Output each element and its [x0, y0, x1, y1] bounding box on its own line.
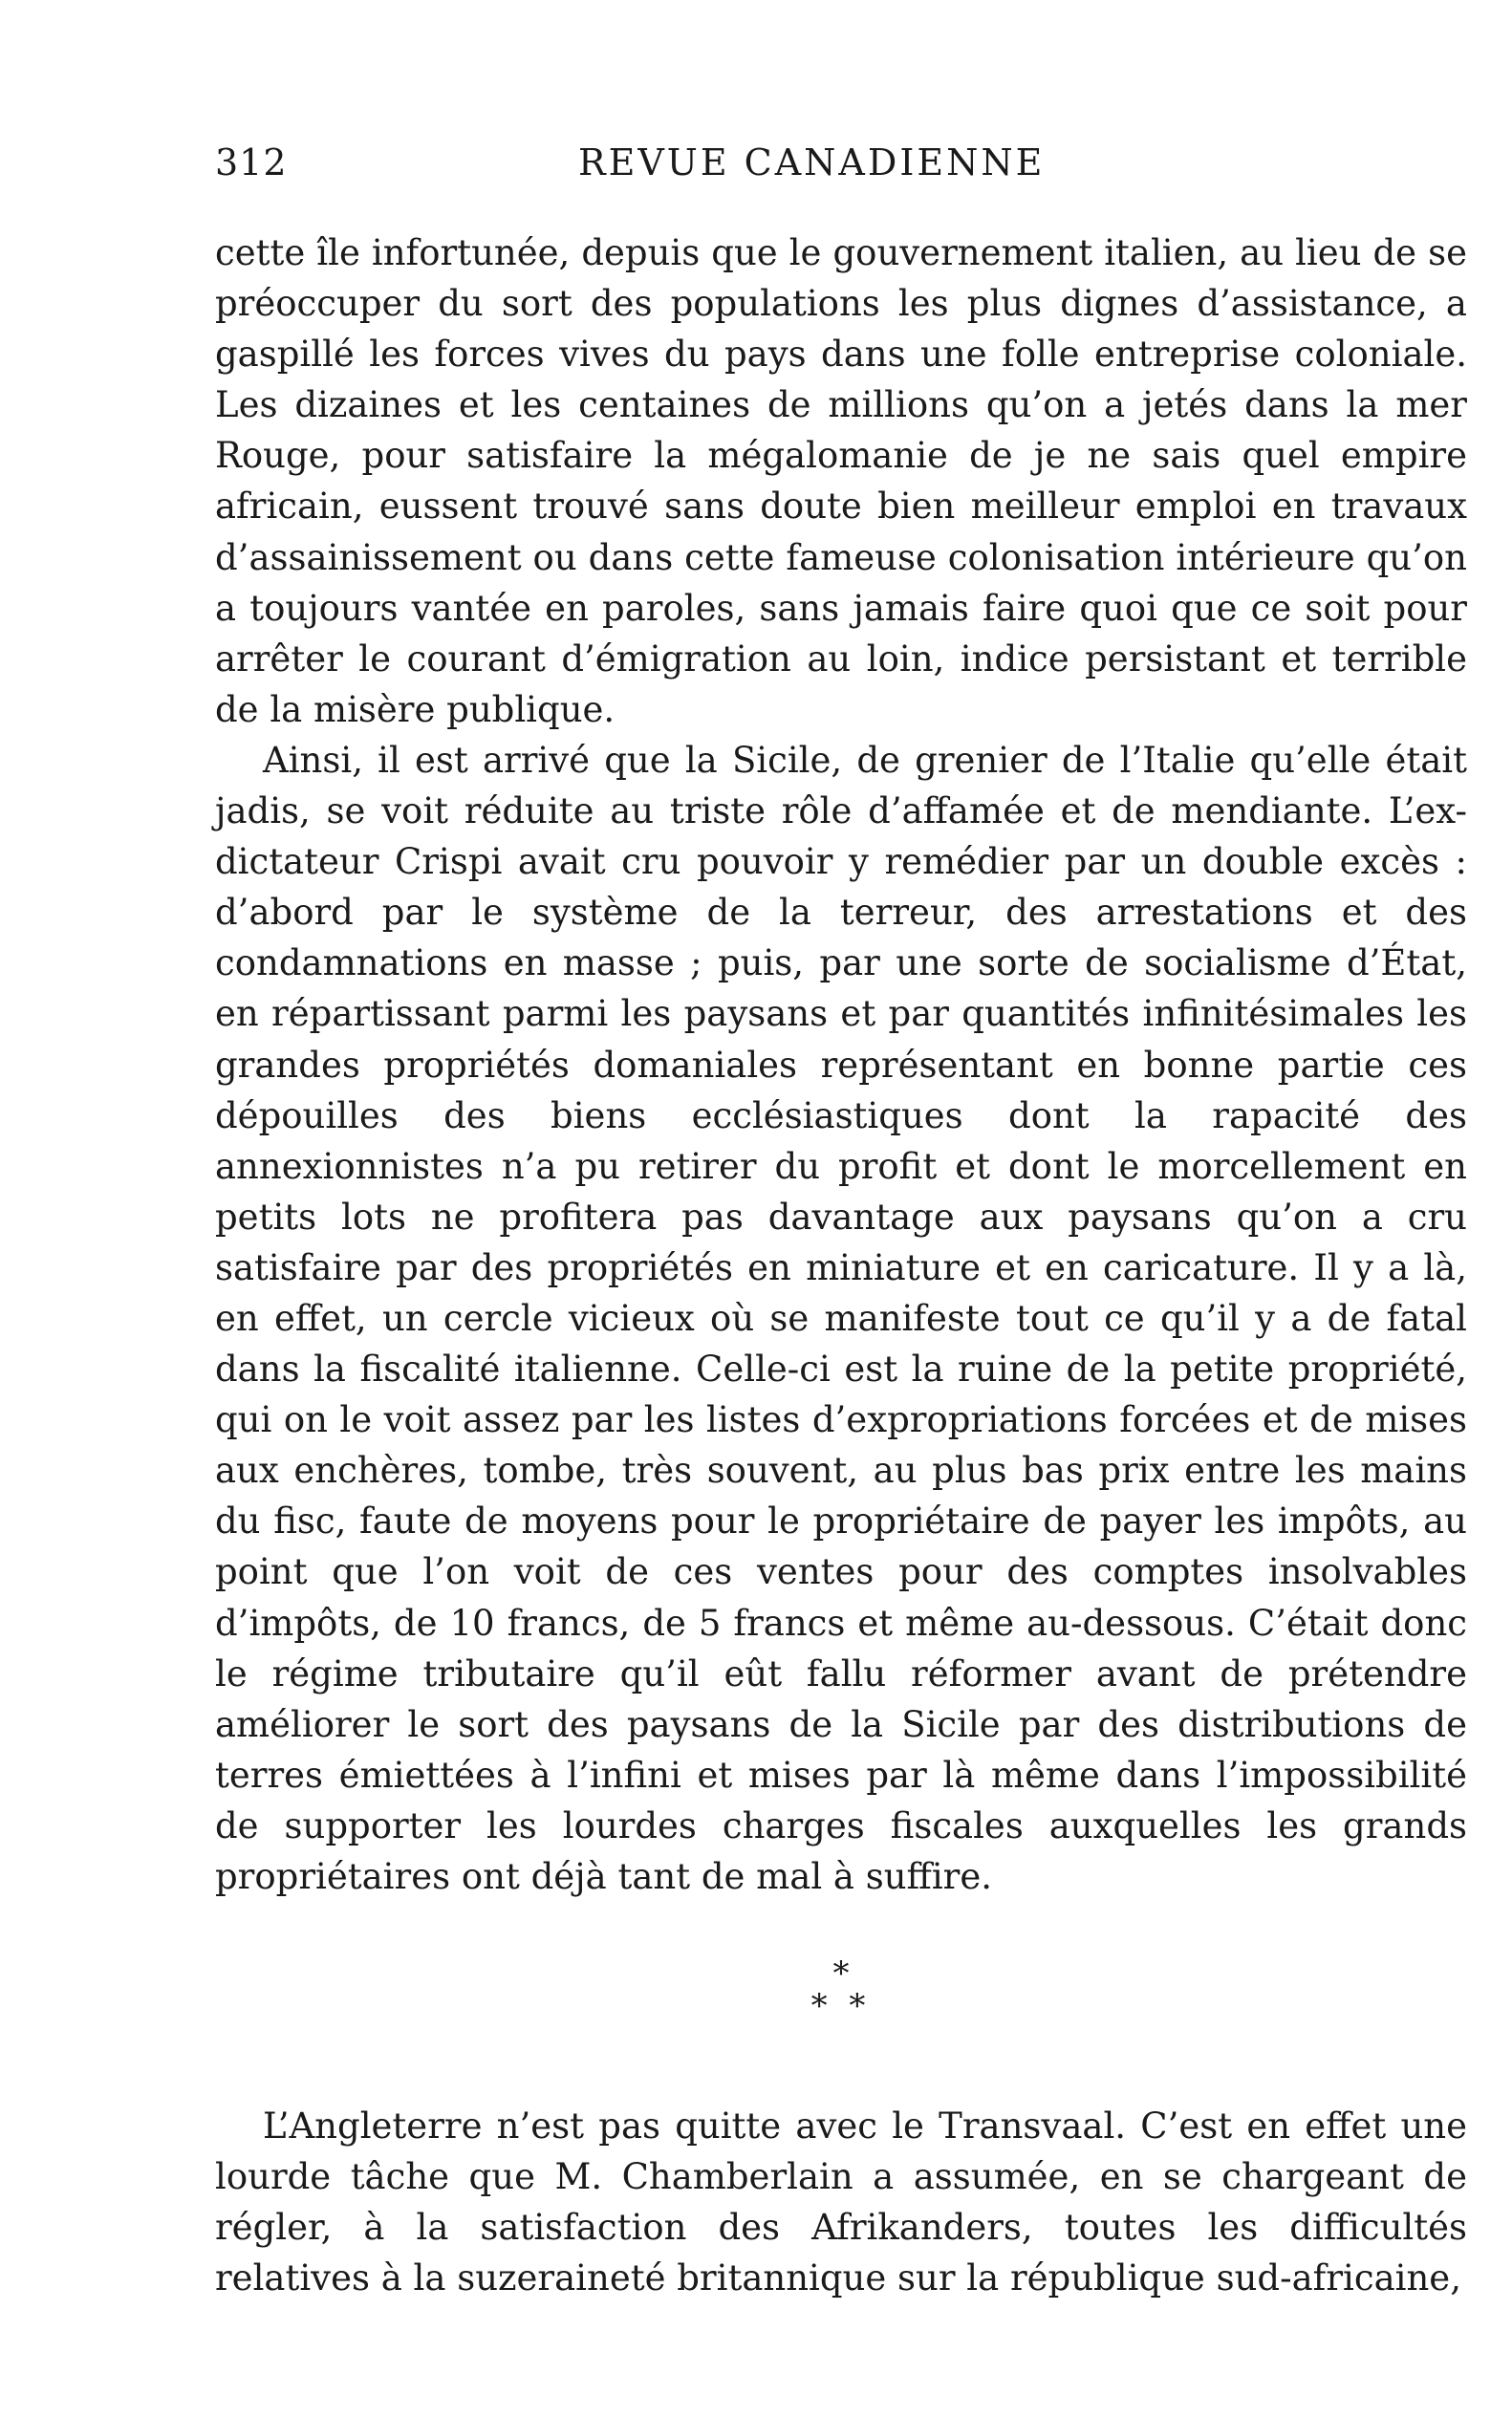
- paragraph-3: L’Angleterre n’est pas quitte avec le Transvaal. C’est en effet une lourde tâche que M. Chamberlain a assumée, en se chargeant de régler, à la satisfaction des Afrikanders, toutes les difficultés relatives à la suzeraineté britannique sur la république sud-africaine,: [215, 2105, 1467, 2299]
- paragraph-1: cette île infortunée, depuis que le gouvernement italien, au lieu de se préoccuper du sort des populations les plus dignes d’assistance, a gaspillé les forces vives du pays dans une folle entreprise coloniale. Les dizaines et les centaines de millions qu’on a jetés dans la mer Rouge, pour satisfaire la mégalomanie de je ne sais quel empire africain, eussent trouvé sans doute bien meilleur emploi en travaux d’assainissement ou dans cette fameuse colonisation intérieure qu’on a toujours vantée en paroles, sans jamais faire quoi que ce soit pour arrêter le courant d’émigration au loin, indice persistant et terrible de la misère publique.: [215, 232, 1467, 730]
- running-head: REVUE CANADIENNE: [578, 141, 1046, 184]
- paragraph-2: Ainsi, il est arrivé que la Sicile, de grenier de l’Italie qu’elle était jadis, se voit réduite au triste rôle d’affamée et de mendiante. L’ex-dictateur Crispi avait cru pouvoir y remédier par un double excès : d’abord par le système de la terreur, des arrestations et des condamnations en masse ; puis, par une sorte de socialisme d’État, en répartissant parmi les paysans et par quantités infinitésimales les grandes propriétés domaniales représentant en bonne partie ces dépouilles des biens ecclésiastiques dont la rapacité des annexionnistes n’a pu retirer du profit et dont le morcellement en petits lots ne profitera pas davantage aux paysans qu’on a cru satisfaire par des propriétés en miniature et en caricature. Il y a là, en effet, un cercle vicieux où se manifeste tout ce qu’il y a de fatal dans la fiscalité italienne. Celle-ci est la ruine de la petite propriété, qui on le voit assez par les listes d’expropriations forcées et de mises aux enchères, tombe, très souvent, au plus bas prix entre les mains du fisc, faute de moyens pour le propriétaire de payer les impôts, au point que l’on voit de ces ventes pour des comptes insolvables d’impôts, de 10 francs, de 5 francs et même au-dessous. C’était donc le régime tributaire qu’il eût fallu réformer avant de prétendre améliorer le sort des paysans de la Sicile par des distributions de terres émiettées à l’infini et mises par là même dans l’impossibilité de supporter les lourdes charges fiscales auxquelles les grands propriétaires ont déjà tant de mal à suffire.: [215, 739, 1467, 1897]
- page-header: [215, 141, 1467, 199]
- asterism-bottom: * *: [810, 1987, 872, 2026]
- page-number: 312: [215, 141, 288, 184]
- section-break-asterism: [215, 1954, 1467, 2026]
- asterism-top: *: [832, 1954, 855, 1994]
- body-text: [215, 227, 1467, 2303]
